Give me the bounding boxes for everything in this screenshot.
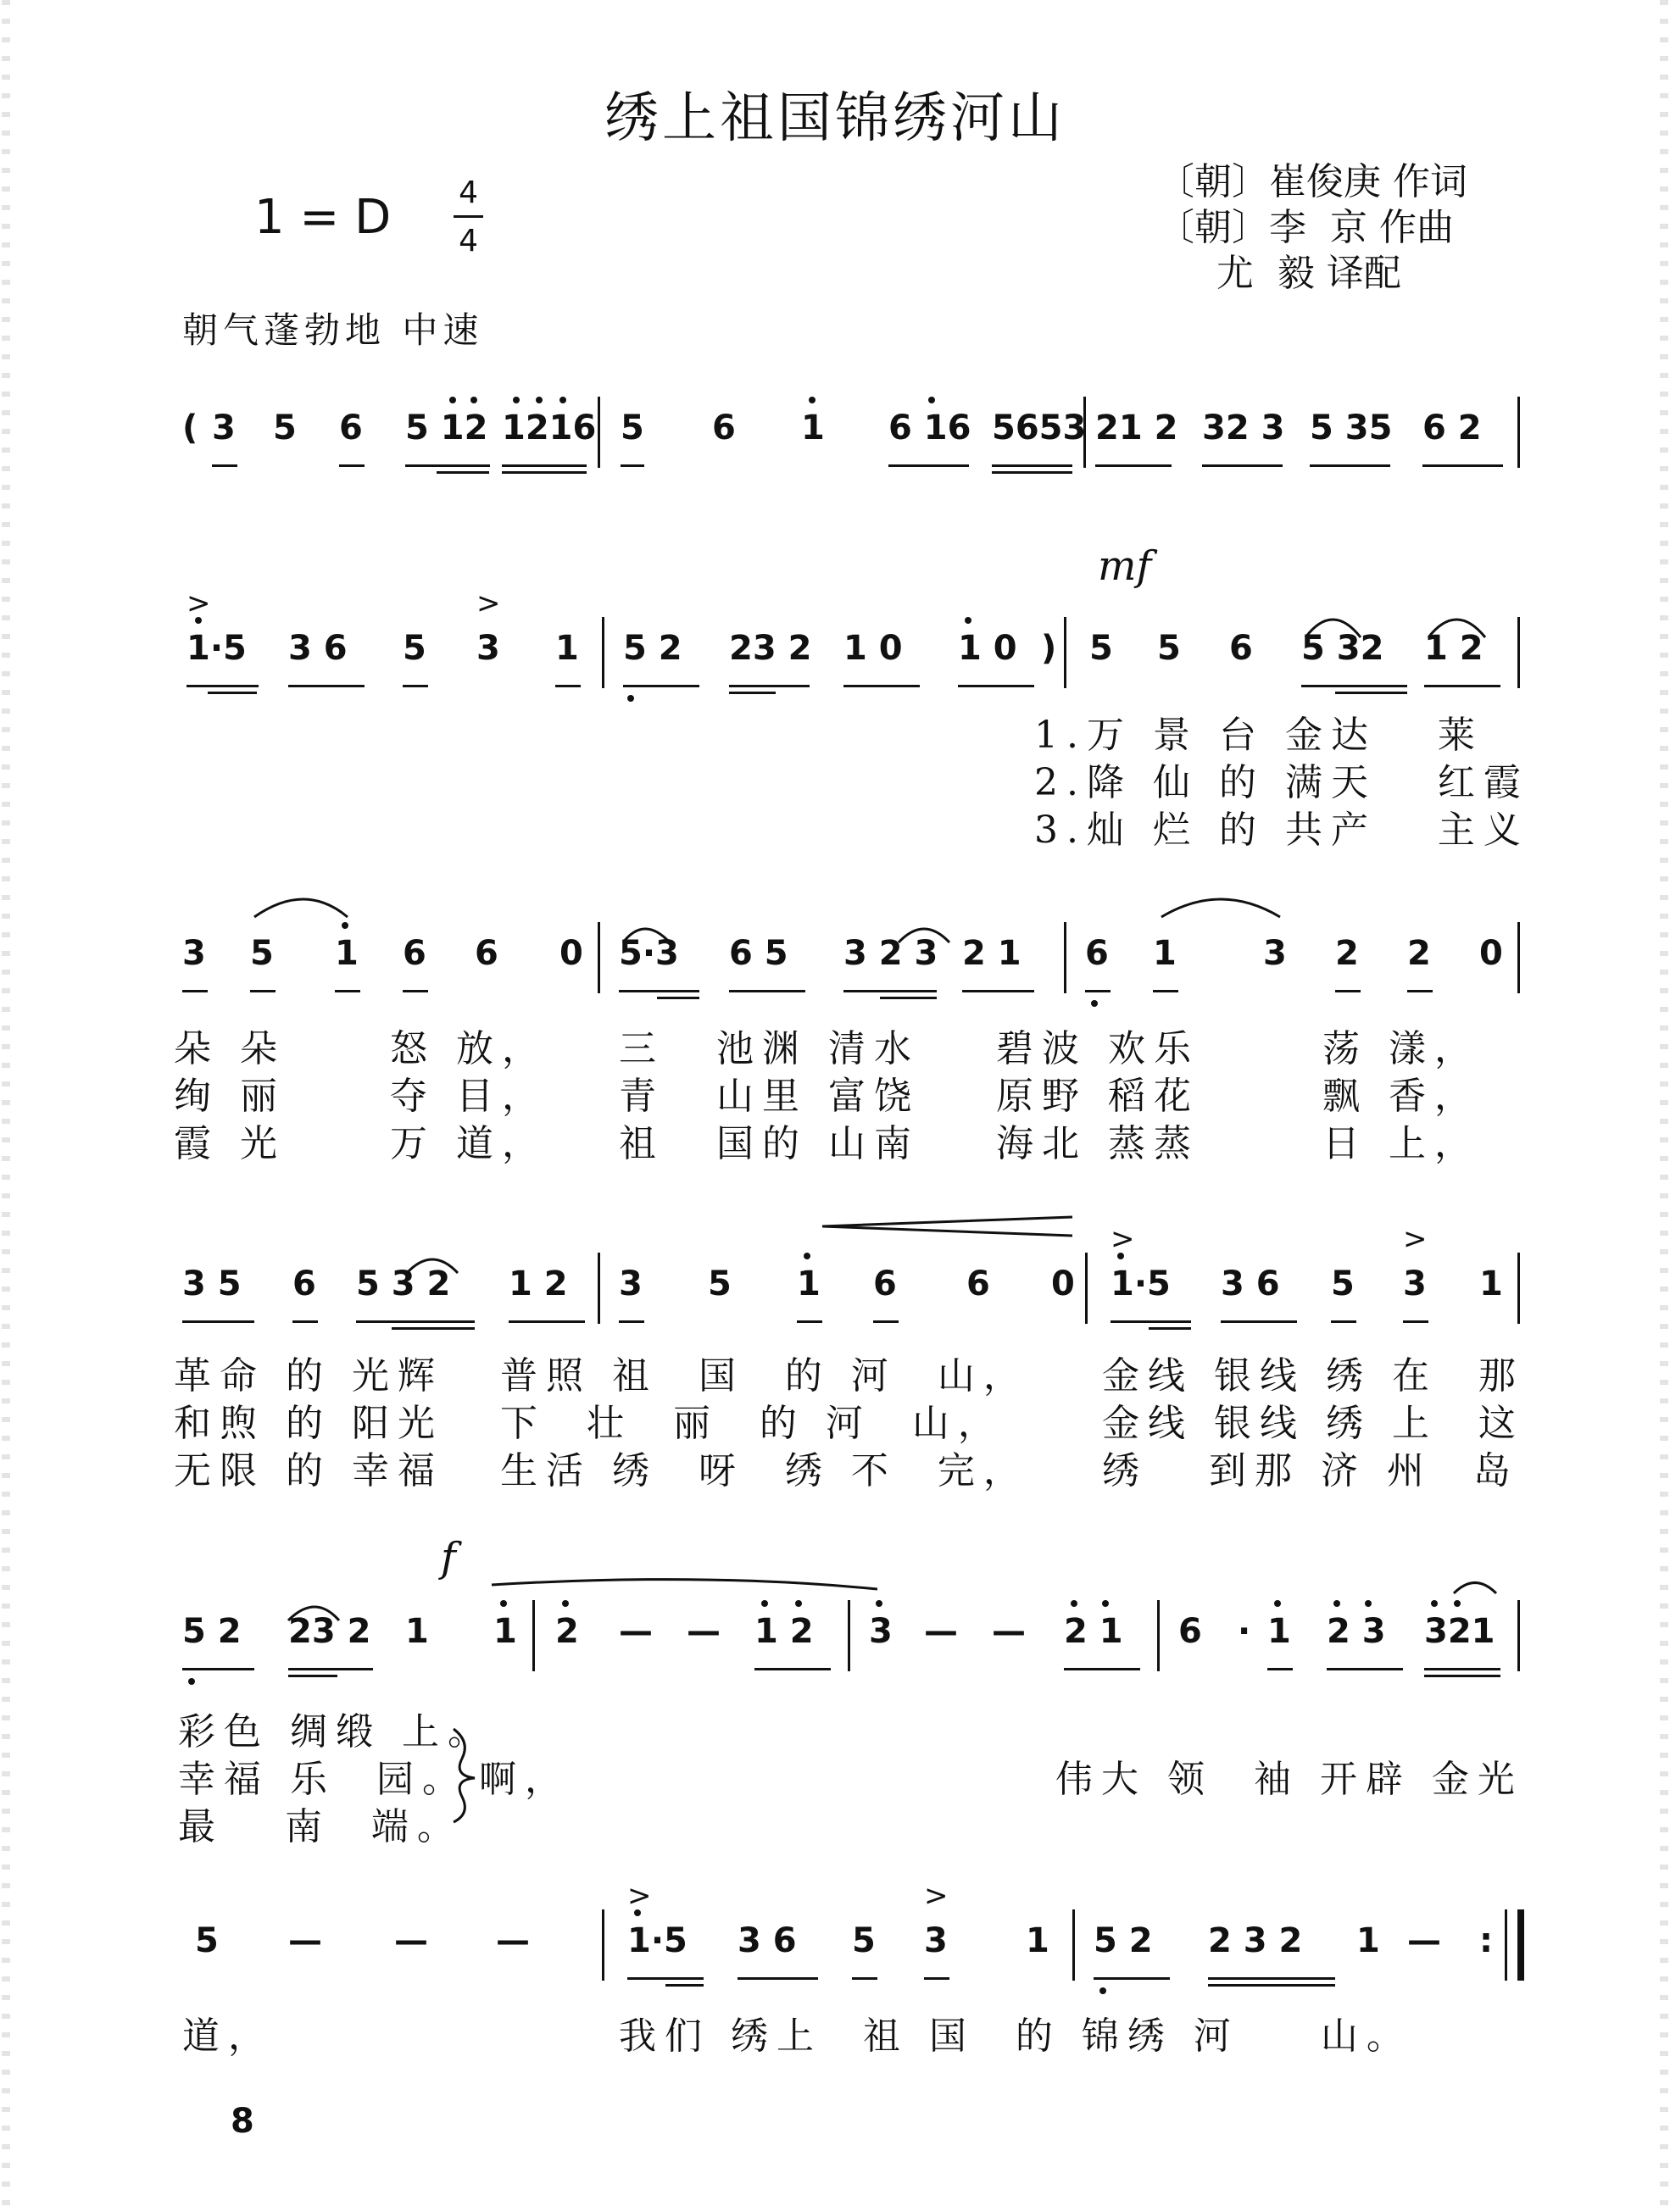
paren-close: ) bbox=[1041, 629, 1057, 668]
note: 5 2 bbox=[1094, 1921, 1153, 1960]
slur bbox=[1454, 1583, 1496, 1594]
slur bbox=[407, 1259, 458, 1273]
note: 6 5 bbox=[729, 934, 788, 973]
note: 1 2 bbox=[1424, 629, 1484, 668]
note: 5 bbox=[852, 1921, 876, 1960]
note: 6 bbox=[1085, 934, 1109, 973]
note: 5 3 2 bbox=[356, 1264, 451, 1303]
note: 3 bbox=[619, 1264, 643, 1303]
note: 3 bbox=[182, 934, 206, 973]
note: 6 bbox=[339, 408, 363, 447]
music-system-6: 5 — — — 1·5 3 6 5 3 1 5 2 2 3 2 1 — : > > bbox=[170, 1903, 1526, 1987]
note: 5 bbox=[1157, 629, 1181, 668]
note: 3 6 bbox=[738, 1921, 797, 1960]
note: 1 bbox=[405, 1612, 429, 1651]
note: 5 bbox=[273, 408, 297, 447]
note: 1 bbox=[1267, 1612, 1291, 1651]
note: 5 12 bbox=[405, 408, 488, 447]
note: 1 2 bbox=[754, 1612, 814, 1651]
slur bbox=[1428, 620, 1485, 637]
note: 6 bbox=[403, 934, 426, 973]
lyric-verse-1: 彩色 绸缎 上。 bbox=[178, 1710, 493, 1753]
time-signature-bottom: 4 bbox=[459, 224, 478, 258]
dynamic-mf: mf bbox=[1098, 542, 1152, 590]
credit-composer: 〔朝〕李 京 作曲 bbox=[1157, 206, 1454, 249]
note: 321 bbox=[1424, 1612, 1495, 1651]
lyric-verse-1: 朵 朵 怒 放， 三 池渊 清水 碧波 欢乐 荡 漾， bbox=[174, 1027, 1480, 1070]
note: 32 3 bbox=[1202, 408, 1285, 447]
paren-open: ( bbox=[182, 408, 198, 447]
note: 1 bbox=[555, 629, 579, 668]
slur bbox=[623, 929, 670, 942]
note: 5653 bbox=[992, 408, 1087, 447]
note: 5 bbox=[621, 408, 644, 447]
lyric-verse-1: 1.万 景 台 金达 莱 bbox=[1034, 714, 1484, 757]
lyric-verse-2: 幸福 乐 园。 啊， 伟大 领 袖 开辟 金光 bbox=[170, 1756, 1526, 1804]
slur bbox=[1305, 620, 1361, 637]
note: 1 2 bbox=[509, 1264, 568, 1303]
key-label: 1 = D bbox=[254, 190, 392, 245]
note: 5 35 bbox=[1310, 408, 1393, 447]
lyric-verse-3: 无限 的 幸福 生活 绣 呀 绣 不 完， 绣 到那 济 州 岛 bbox=[174, 1449, 1519, 1492]
dynamic-f: f bbox=[441, 1534, 456, 1581]
note: 1 bbox=[1153, 934, 1177, 973]
note: 1·5 bbox=[186, 629, 247, 668]
dash: — bbox=[687, 1612, 721, 1651]
credit-lyricist: 〔朝〕崔俊庚 作词 bbox=[1157, 160, 1467, 203]
note: 1 bbox=[1479, 1264, 1503, 1303]
note: 6 16 bbox=[888, 408, 971, 447]
note: 0 bbox=[1051, 1264, 1075, 1303]
note: 0 bbox=[559, 934, 583, 973]
note: 5 bbox=[708, 1264, 732, 1303]
dash: — bbox=[924, 1612, 958, 1651]
note: 3 5 bbox=[182, 1264, 242, 1303]
lyric-verse-3: 最 南 端。 bbox=[178, 1805, 463, 1848]
note: 5·3 bbox=[619, 934, 679, 973]
lyric-s5-right: 伟大 领 袖 开辟 金光 bbox=[1055, 1758, 1523, 1801]
note: 23 2 bbox=[288, 1612, 371, 1651]
music-system-2: 1·5 3 6 5 3 1 5 2 23 2 1 0 1 0 ) 5 5 6 5 32 1 2 > > bbox=[170, 610, 1526, 695]
lyric-verse-2: 绚 丽 夺 目， 青 山里 富饶 原野 稻花 飘 香， bbox=[174, 1075, 1480, 1118]
slur bbox=[492, 1580, 877, 1589]
note: 6 bbox=[292, 1264, 316, 1303]
note: 6 bbox=[1178, 1612, 1202, 1651]
time-signature-top: 4 bbox=[454, 178, 483, 218]
note: 1 bbox=[1026, 1921, 1049, 1960]
slur bbox=[288, 1607, 339, 1620]
note: 6 bbox=[873, 1264, 897, 1303]
note: 6 bbox=[966, 1264, 990, 1303]
lyric-verse-1: 革命 的 光辉 普照 祖 国 的 河 山， 金线 银线 绣 在 那 bbox=[174, 1354, 1524, 1398]
note: 6 bbox=[1229, 629, 1253, 668]
slur bbox=[254, 899, 348, 917]
crescendo-hairpin bbox=[822, 1217, 1072, 1236]
note: 1 bbox=[797, 1264, 821, 1303]
note: 2 3 2 bbox=[1208, 1921, 1303, 1960]
note: · bbox=[1238, 1612, 1251, 1651]
note: 1216 bbox=[502, 408, 597, 447]
dash: — bbox=[1407, 1921, 1441, 1960]
lyric-ah: 啊， bbox=[479, 1758, 571, 1801]
note: 6 2 bbox=[1422, 408, 1482, 447]
dash: — bbox=[619, 1612, 653, 1651]
note: 3 6 bbox=[1221, 1264, 1280, 1303]
lyric-verse-2: 和煦 的 阳光 下 壮 丽 的 河 山， 金线 银线 绣 上 这 bbox=[174, 1402, 1524, 1445]
lyric-verse-2: 2.降 仙 的 满天 红霞 bbox=[1034, 761, 1529, 804]
note: 5 bbox=[250, 934, 274, 973]
note: 1 0 bbox=[843, 629, 903, 668]
song-title: 绣上祖国锦绣河山 bbox=[604, 87, 1066, 150]
note: 3 6 bbox=[288, 629, 348, 668]
dash: — bbox=[394, 1921, 428, 1960]
lyric-verse-3: 霞 光 万 道， 祖 国的 山南 海北 蒸蒸 日 上， bbox=[174, 1122, 1480, 1165]
note: 3 bbox=[476, 629, 500, 668]
note: 1 bbox=[335, 934, 359, 973]
slur bbox=[899, 929, 949, 942]
note: 3 bbox=[869, 1612, 893, 1651]
note: 2 bbox=[1407, 934, 1431, 973]
note: 5 2 bbox=[623, 629, 682, 668]
note: 5 bbox=[1089, 629, 1113, 668]
music-system-4: 3 5 6 5 3 2 1 2 3 5 1 6 6 0 1·5 3 6 5 3 1 > > bbox=[170, 1246, 1526, 1331]
lyric-verse-3: 3.灿 烂 的 共产 主义 bbox=[1034, 809, 1529, 852]
note: 0 bbox=[1479, 934, 1503, 973]
repeat-dots: : bbox=[1479, 1921, 1493, 1960]
note: 21 2 bbox=[1095, 408, 1178, 447]
lyric-final: 道， 我们 绣上 祖 国 的 锦绣 河 山。 bbox=[182, 2015, 1412, 2058]
note: 23 2 bbox=[729, 629, 812, 668]
note: 3 bbox=[924, 1921, 948, 1960]
note: 1 bbox=[493, 1612, 517, 1651]
note: 1·5 bbox=[1111, 1264, 1171, 1303]
slur bbox=[1161, 899, 1280, 917]
note: 3 bbox=[1263, 934, 1287, 973]
note: 1·5 bbox=[627, 1921, 687, 1960]
dash: — bbox=[992, 1612, 1026, 1651]
note: 5 bbox=[1331, 1264, 1355, 1303]
credit-translator: 尤 毅 译配 bbox=[1157, 252, 1401, 295]
note: 5 bbox=[403, 629, 426, 668]
note: 6 bbox=[712, 408, 736, 447]
note: 3 2 3 bbox=[843, 934, 938, 973]
note: 5 bbox=[195, 1921, 219, 1960]
note: 6 bbox=[475, 934, 498, 973]
note: 1 bbox=[1356, 1921, 1380, 1960]
bracket-brace bbox=[454, 1729, 475, 1822]
dash: — bbox=[288, 1921, 322, 1960]
note: 2 bbox=[555, 1612, 579, 1651]
dash: — bbox=[496, 1921, 530, 1960]
note: 2 bbox=[1335, 934, 1359, 973]
note: 5 32 bbox=[1301, 629, 1384, 668]
note: 1 bbox=[801, 408, 825, 447]
note: 5 2 bbox=[182, 1612, 242, 1651]
note: 3 bbox=[1403, 1264, 1427, 1303]
page-number: 8 bbox=[231, 2102, 254, 2141]
note: 2 3 bbox=[1327, 1612, 1386, 1651]
note: 3 bbox=[212, 408, 236, 447]
tempo-marking: 朝气蓬勃地 中速 bbox=[182, 309, 484, 351]
note: 2 1 bbox=[962, 934, 1021, 973]
note: 1 0 bbox=[958, 629, 1017, 668]
note: 2 1 bbox=[1064, 1612, 1123, 1651]
